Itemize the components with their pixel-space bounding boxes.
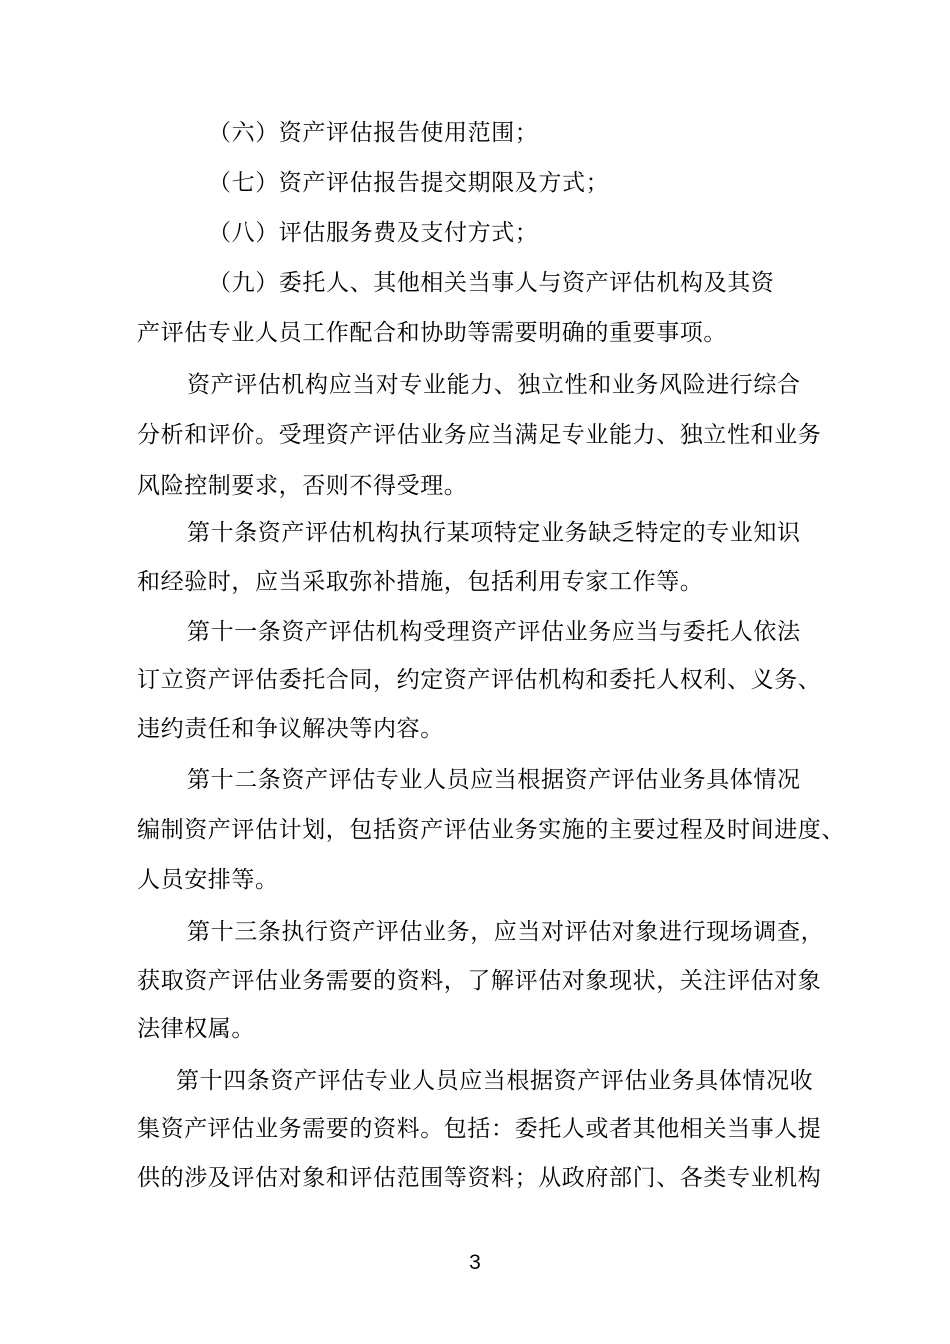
text-line: 编制资产评估计划，包括资产评估业务实施的主要过程及时间进度、 <box>137 817 845 843</box>
page-number: 3 <box>469 1251 481 1274</box>
text-line: 第十一条资产评估机构受理资产评估业务应当与委托人依法 <box>187 619 801 645</box>
text-line: 和经验时，应当采取弥补措施，包括利用专家工作等。 <box>137 569 704 595</box>
text-line: 第十四条资产评估专业人员应当根据资产评估业务具体情况收 <box>176 1068 814 1094</box>
text-line: 产评估专业人员工作配合和协助等需要明确的重要事项。 <box>137 320 727 346</box>
text-line: 第十二条资产评估专业人员应当根据资产评估业务具体情况 <box>187 767 801 793</box>
text-line: 风险控制要求，否则不得受理。 <box>137 473 468 499</box>
text-line: （七）资产评估报告提交期限及方式； <box>208 170 610 196</box>
text-line: 人员安排等。 <box>137 867 279 893</box>
text-line: （六）资产评估报告使用范围； <box>208 120 539 146</box>
text-line: 订立资产评估委托合同，约定资产评估机构和委托人权利、义务、 <box>137 667 822 693</box>
text-line: 资产评估机构应当对专业能力、独立性和业务风险进行综合 <box>187 372 801 398</box>
text-line: 第十条资产评估机构执行某项特定业务缺乏特定的专业知识 <box>187 520 801 546</box>
text-line: 违约责任和争议解决等内容。 <box>137 716 444 742</box>
text-line: 获取资产评估业务需要的资料，了解评估对象现状，关注评估对象 <box>137 968 822 994</box>
text-line: 集资产评估业务需要的资料。包括：委托人或者其他相关当事人提 <box>137 1116 822 1142</box>
text-line: 第十三条执行资产评估业务，应当对评估对象进行现场调查， <box>187 919 825 945</box>
text-line: 分析和评价。受理资产评估业务应当满足专业能力、独立性和业务 <box>137 422 822 448</box>
text-line: 供的涉及评估对象和评估范围等资料；从政府部门、各类专业机构 <box>137 1165 822 1191</box>
text-line: （九）委托人、其他相关当事人与资产评估机构及其资 <box>208 270 775 296</box>
text-line: 法律权属。 <box>137 1016 255 1042</box>
text-line: （八）评估服务费及支付方式； <box>208 220 539 246</box>
